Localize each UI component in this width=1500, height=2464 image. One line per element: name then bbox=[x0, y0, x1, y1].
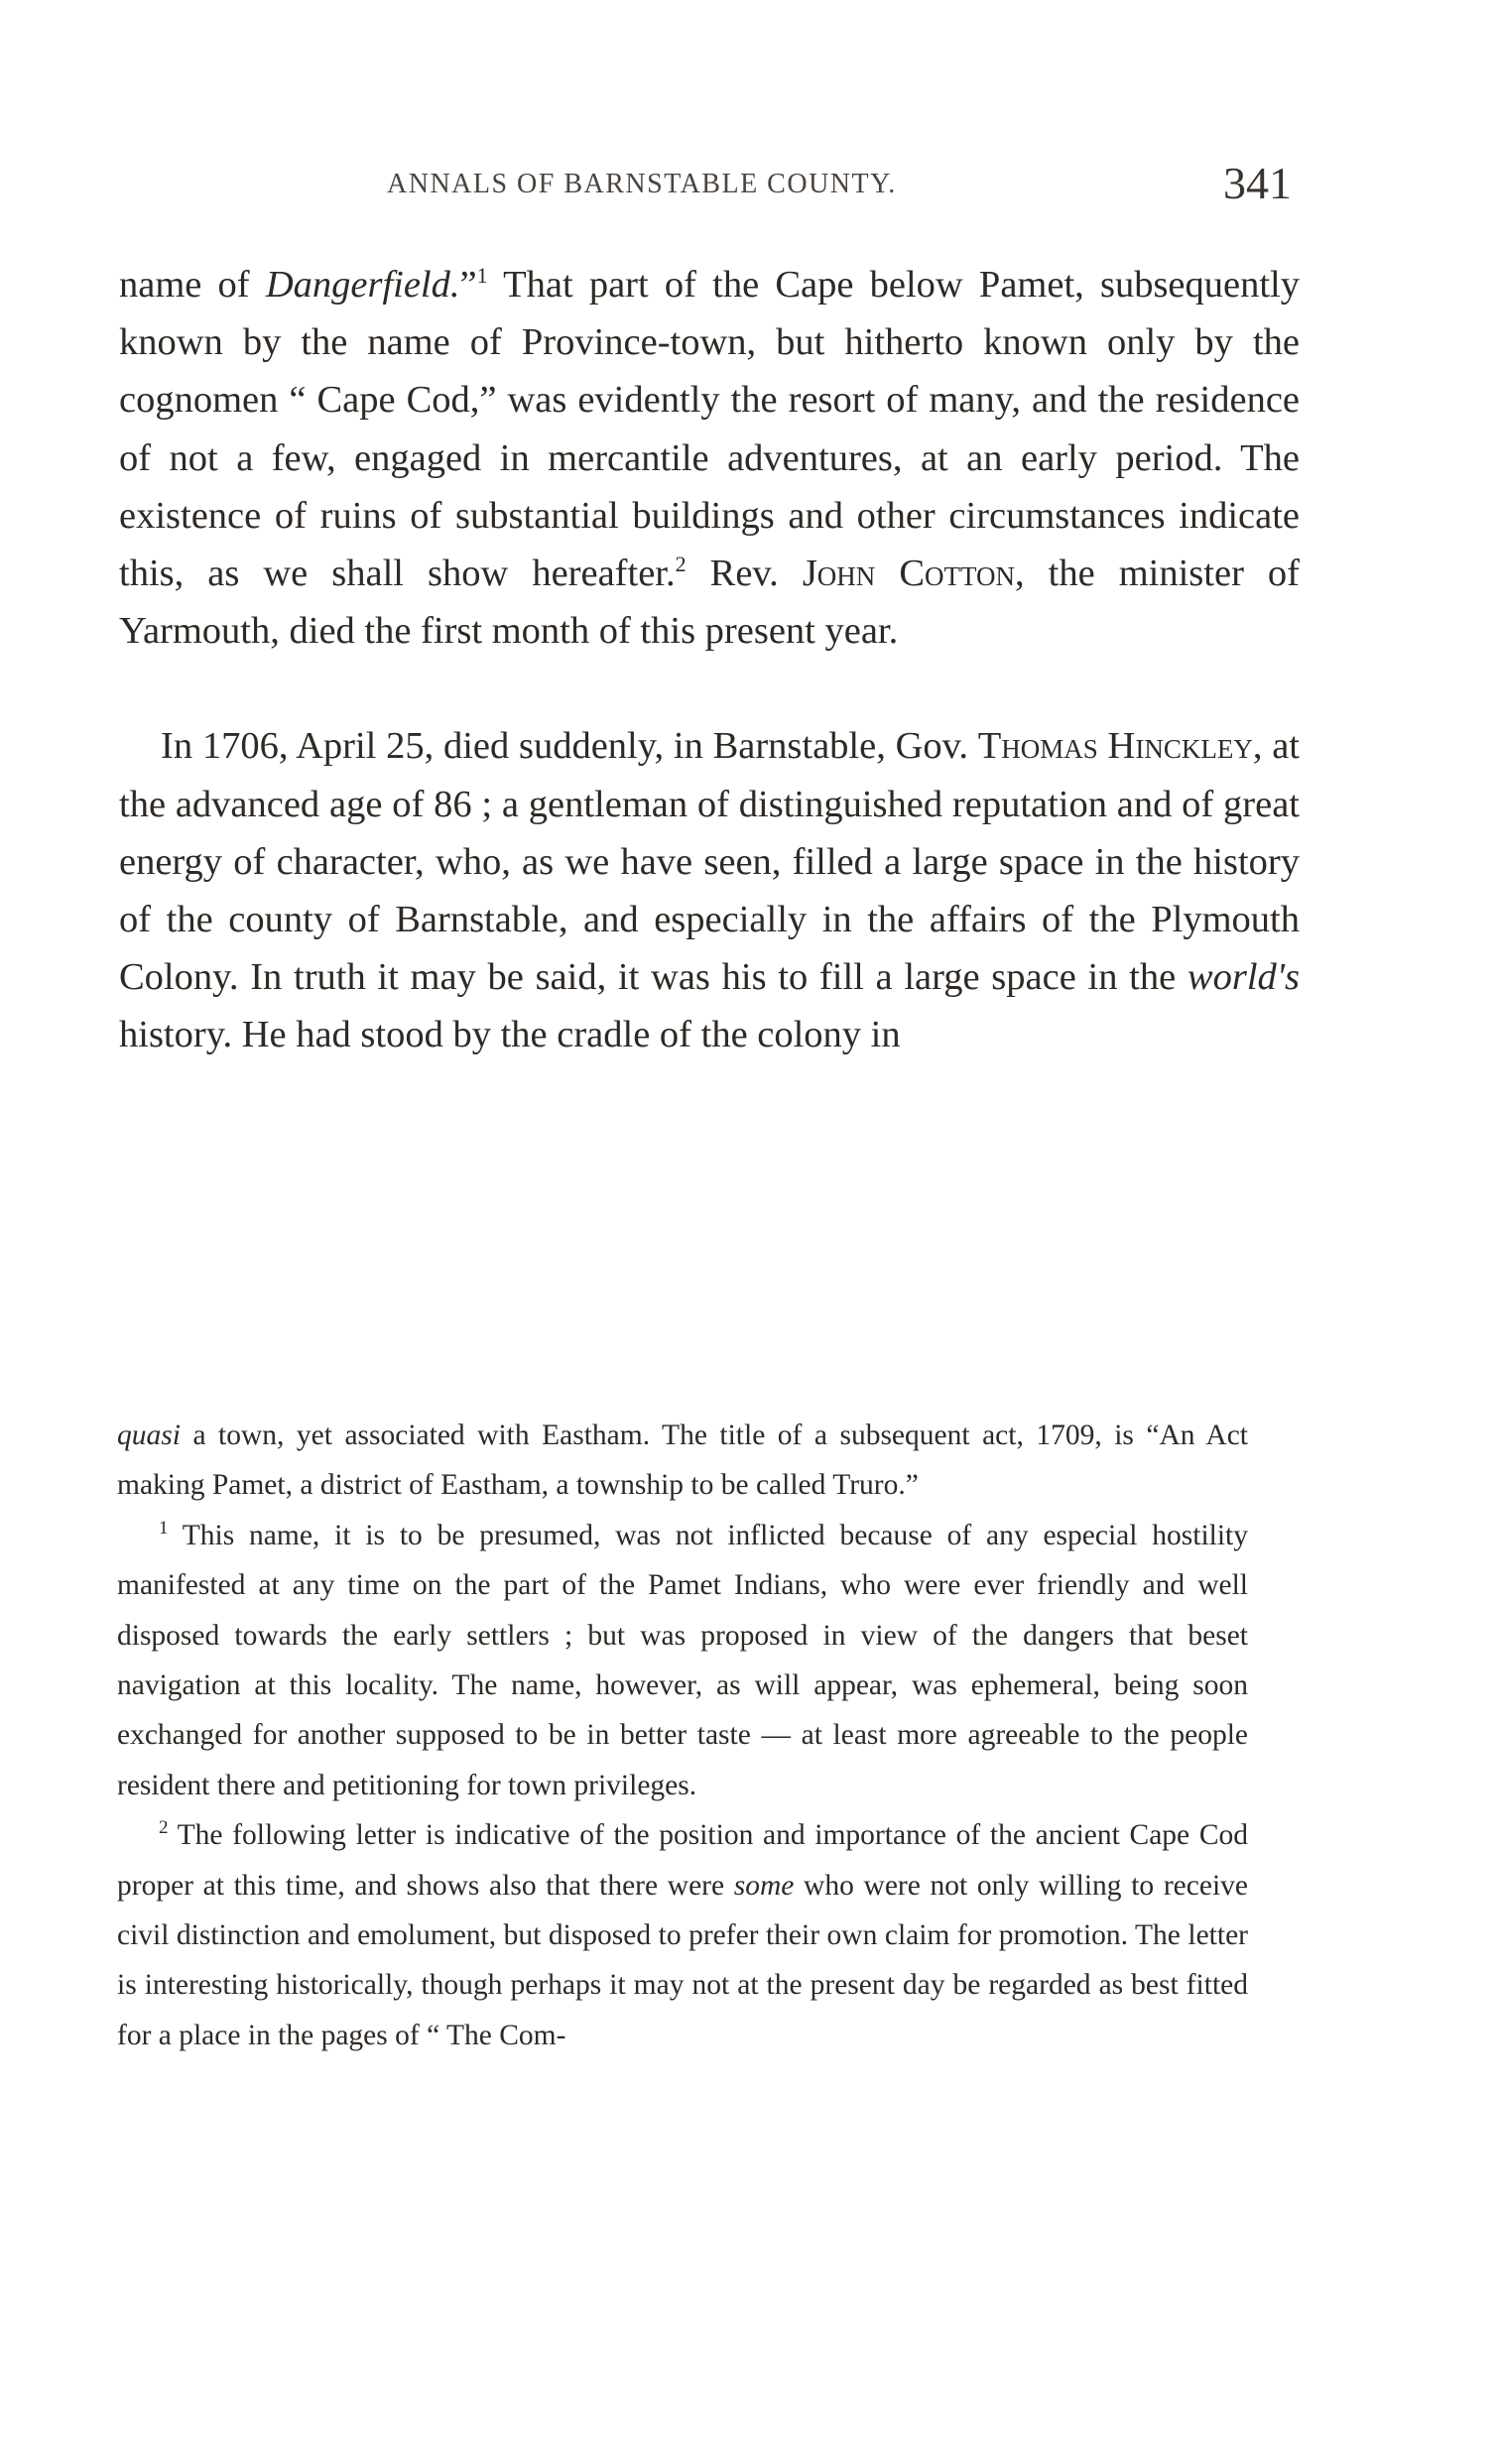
text-run: That part of the Cape below Pamet, subsequently known by the name of Province-town, but hitherto known only by the cognomen “ Cape Cod,” was evidently the resort of many, and the residence of not a few, engaged in mercantile adventures, at an early period. The existence of ruins of substantial buildings and other circumstances indicate this, as we shall show hereafter. bbox=[119, 264, 1300, 595]
text-run: Rev. bbox=[686, 553, 803, 595]
text-run: , at the advanced age of 86 ; a gentleman of distinguished reputation and of great energy of character, who, as we have seen, filled a large space in the history of the county of Barnstable, and especially in the affairs of the Plymouth Colony. In truth it may be said, it was his to fill a large space in the bbox=[119, 725, 1301, 999]
footnote-marker: 2 bbox=[159, 1817, 169, 1839]
text-run: ” bbox=[459, 264, 477, 306]
text-run: In 1706, April 25, died suddenly, in Barnstable, Gov. bbox=[161, 725, 978, 768]
footnote-reference: 1 bbox=[476, 263, 488, 289]
paragraph-1 bbox=[119, 256, 1300, 660]
italic-word: world's bbox=[1187, 956, 1300, 999]
main-text bbox=[119, 256, 1300, 1064]
page-number: 341 bbox=[1223, 158, 1292, 208]
footnote-reference: 2 bbox=[675, 552, 687, 577]
footnote-2 bbox=[117, 1810, 1248, 2060]
italic-word: some bbox=[733, 1869, 795, 1902]
footnote-marker: 1 bbox=[159, 1517, 169, 1539]
text-run: who were not only willing to receive civil distinction and emolument, but disposed to prefer their own claim for promotion. The letter is interesting historically, though perhaps it may not at the present day be regarded as best fitted for a place in the pages of “ The Com- bbox=[117, 1869, 1248, 2051]
italic-word: quasi bbox=[117, 1419, 181, 1451]
footnote-continuation bbox=[117, 1411, 1248, 1511]
footnotes bbox=[117, 1411, 1248, 2060]
italic-place-name: Dangerfield. bbox=[265, 264, 460, 306]
text-run: , the minister of Yarmouth, died the first month of this present year. bbox=[119, 553, 1300, 653]
text-run: The following letter is indicative of the position and importance of the ancient Cape Cod proper at this time, and shows also that there were bbox=[117, 1819, 1248, 1902]
text-run: name of bbox=[119, 264, 266, 306]
text-run: This name, it is to be presumed, was not inflicted because of any especial hostility manifested at any time on the part of the Pamet Indians, who were ever friendly and well disposed towards the early settlers ; but was proposed in view of the dangers that beset navigation at this locality. The name, however, as will appear, was ephemeral, being soon exchanged for another supposed to be in better taste — at least more agreeable to the people resident there and petitioning for town privileges. bbox=[117, 1519, 1248, 1801]
paragraph-2 bbox=[119, 717, 1300, 1063]
text-run: a town, yet associated with Eastham. The title of a subsequent act, 1709, is “An Act making Pamet, a district of Eastham, a township to be called Truro.” bbox=[117, 1419, 1248, 1502]
running-head: ANNALS OF BARNSTABLE COUNTY. bbox=[387, 169, 897, 199]
footnote-1 bbox=[117, 1511, 1248, 1810]
page-header bbox=[387, 157, 1292, 216]
person-name: John Cotton bbox=[802, 553, 1015, 595]
person-name: Thomas Hinckley bbox=[977, 725, 1253, 768]
text-run: history. He had stood by the cradle of the colony in bbox=[119, 1014, 901, 1056]
